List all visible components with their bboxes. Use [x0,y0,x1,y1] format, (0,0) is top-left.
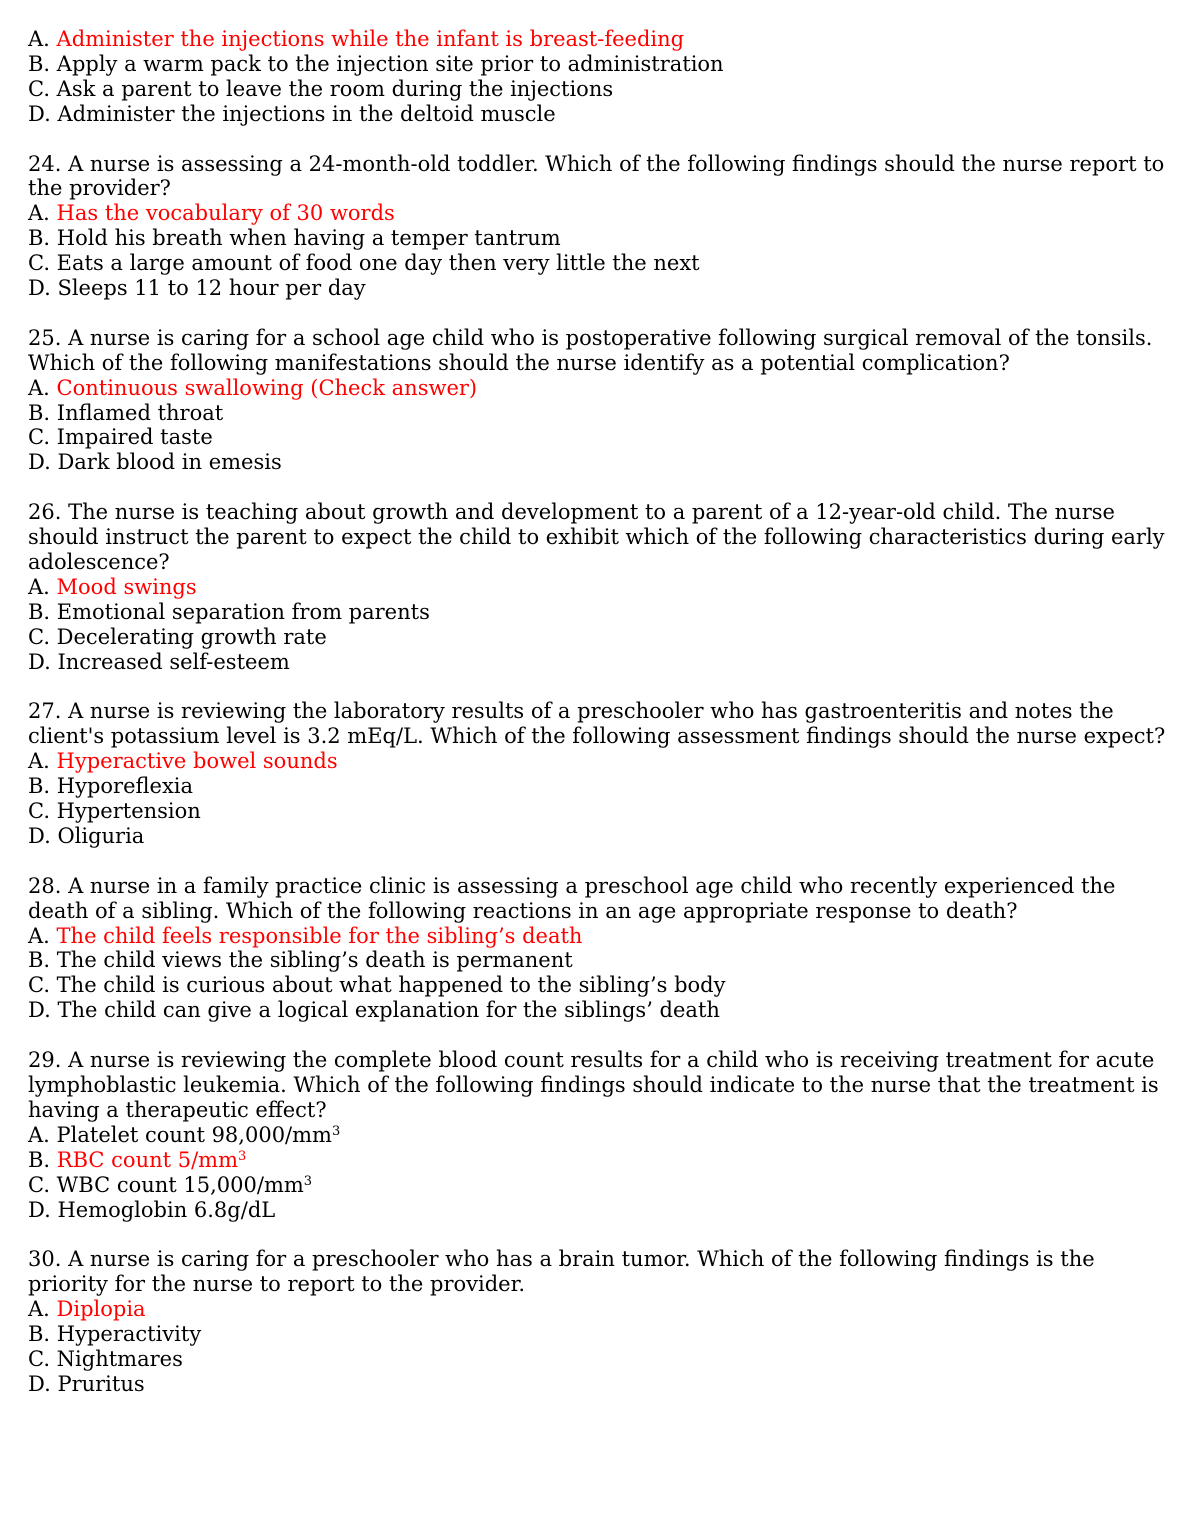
question-stem: 27. A nurse is reviewing the laboratory results of a preschooler who has gastroenteritis and notes the client's potassium level is 3.2 mEq/L. Which of the following assessment findings should the nurse expect? [28,699,1166,749]
correct-answer: The child feels responsible for the sibling’s death [56,923,583,948]
option-a: A. Platelet count $98,000/mm^3$ [28,1122,341,1147]
question-29 [28,1048,1168,1222]
option-d: D. The child can give a logical explanation for the siblings’ death [28,998,720,1023]
question-30 [28,1247,1168,1396]
correct-answer: Administer the injections while the infant is breast-feeding [56,27,685,51]
option-b: B. The child views the sibling’s death is permanent [28,948,573,973]
correct-answer: Hyperactive bowel sounds [56,749,338,774]
question-stem: 29. A nurse is reviewing the complete blood count results for a child who is receiving treatment for acute lymphoblastic leukemia. Which of the following findings should indicate to the nurse that the treatment is having a therapeutic effect? [28,1048,1159,1122]
question-27 [28,699,1168,848]
correct-answer: Mood swings [56,574,197,599]
option-c: C. Decelerating growth rate [28,624,327,649]
option-d: D. Increased self-esteem [28,649,290,674]
option-b: B. Emotional separation from parents [28,599,430,624]
question-stem: 26. The nurse is teaching about growth and development to a parent of a 12-year-old child. The nurse should instruct the parent to expect the child to exhibit which of the following characteristics during early adolescence? [28,500,1165,574]
correct-answer: Has the vocabulary of 30 words [56,201,395,226]
option-c: C. WBC count $15,000/mm^3$ [28,1172,313,1197]
question-24 [28,152,1168,301]
option-c: C. Eats a large amount of food one day then very little the next [28,251,700,276]
option-a: A. Hyperactive bowel sounds [28,749,338,774]
option-c: C. Impaired taste [28,425,213,450]
correct-answer: Diplopia [56,1297,146,1322]
option-a: A. Administer the injections while the infant is breast-feeding [28,27,685,51]
option-d: D. Oliguria [28,823,145,848]
option-b: B. Hyperactivity [28,1322,202,1347]
question-26 [28,500,1168,674]
question-stem: 24. A nurse is assessing a 24-month-old toddler. Which of the following findings should the nurse report to the provider? [28,151,1165,201]
document-body [28,27,1168,1397]
option-b: B. Apply a warm pack to the injection site prior to administration [28,51,724,76]
question-stem: 28. A nurse in a family practice clinic is assessing a preschool age child who recently experienced the death of a sibling. Which of the following reactions in an age appropriate response to death? [28,873,1116,923]
option-c: C. Nightmares [28,1346,183,1371]
option-d: D. Pruritus [28,1371,145,1396]
correct-answer: RBC count $5/mm^3$ [56,1147,247,1172]
option-a: A. Has the vocabulary of 30 words [28,201,395,226]
option-b: B. Inflamed throat [28,400,224,425]
option-a: A. The child feels responsible for the sibling’s death [28,923,583,948]
option-a: A. Diplopia [28,1297,146,1322]
option-c: C. The child is curious about what happened to the sibling’s body [28,973,726,998]
question-23-options [28,27,1168,127]
option-b: B. Hold his breath when having a temper tantrum [28,226,561,251]
option-d: D. Sleeps 11 to 12 hour per day [28,276,366,301]
option-c: C. Hypertension [28,799,201,824]
question-25 [28,326,1168,475]
option-b: B. Hyporeflexia [28,774,194,799]
option-d: D. Hemoglobin 6.8g/dL [28,1197,276,1222]
option-c: C. Ask a parent to leave the room during the injections [28,76,614,101]
question-stem: 30. A nurse is caring for a preschooler who has a brain tumor. Which of the following findings is the priority for the nurse to report to the provider. [28,1247,1095,1297]
option-a: A. Mood swings [28,574,197,599]
option-a: A. Continuous swallowing (Check answer) [28,375,478,400]
question-28 [28,874,1168,1023]
question-stem: 25. A nurse is caring for a school age child who is postoperative following surgical removal of the tonsils. Which of the following manifestations should the nurse identify as a potential complication? [28,325,1153,375]
correct-answer: Continuous swallowing (Check answer) [56,375,478,400]
option-b: B. RBC count $5/mm^3$ [28,1147,247,1172]
option-d: D. Administer the injections in the deltoid muscle [28,101,556,126]
option-d: D. Dark blood in emesis [28,450,282,475]
